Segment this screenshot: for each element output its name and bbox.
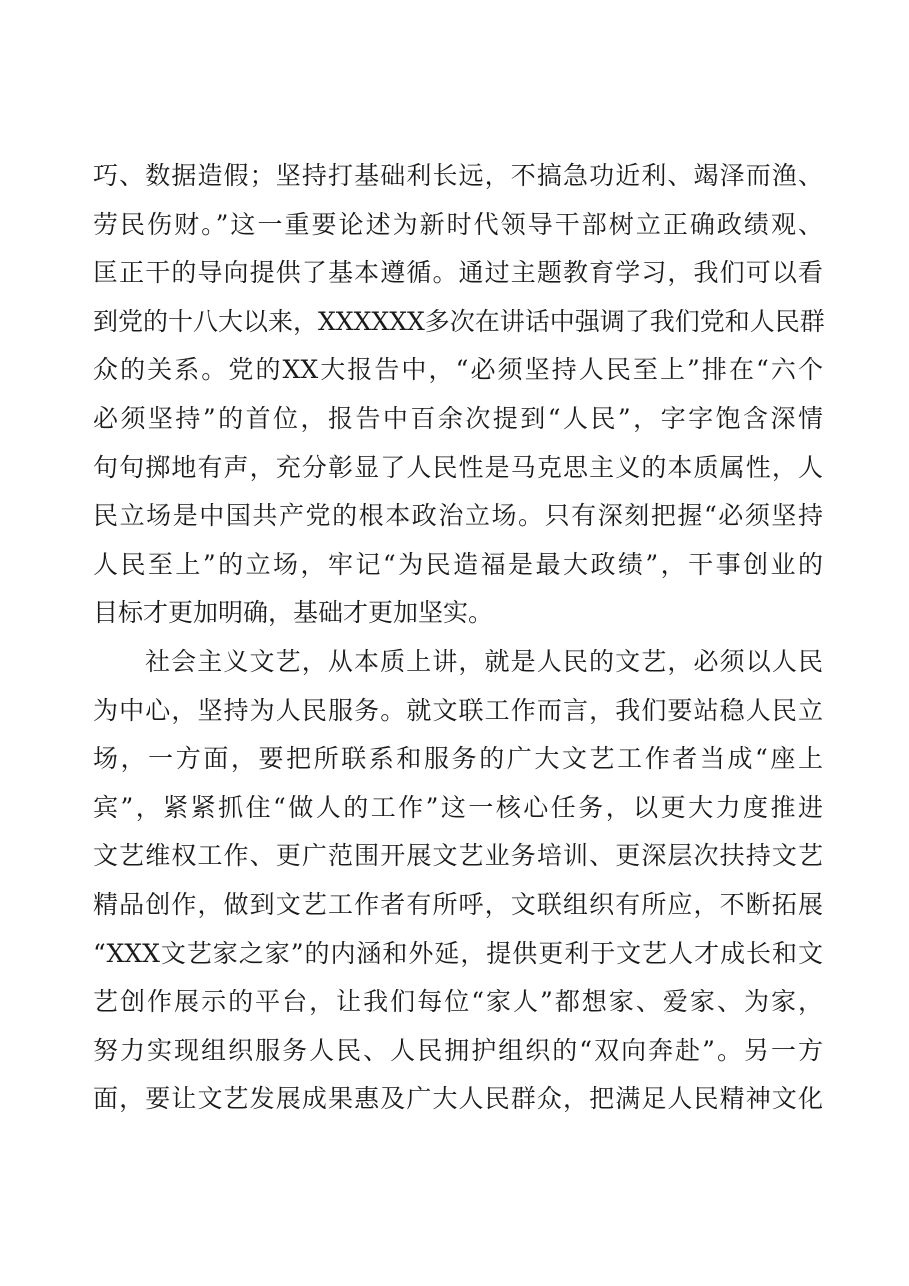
paragraph <box>93 638 823 1124</box>
text-line: 社会主义文艺，从本质上讲，就是人民的文艺，必须以人民 <box>145 646 823 676</box>
text-line: 目标才更加明确，基础才更加坚实。 <box>93 598 494 628</box>
text-line: 人民至上”的立场，牢记“为民造福是最大政绩”，干事创业的 <box>93 549 823 579</box>
text-line: 民立场是中国共产党的根本政治立场。只有深刻把握“必须坚持 <box>93 501 823 531</box>
text-line: 艺创作展示的平台，让我们每位“家人”都想家、爱家、为家， <box>93 987 823 1017</box>
text-line: 劳民伤财。”这一重要论述为新时代领导干部树立正确政绩观、 <box>93 209 823 239</box>
body-text <box>93 152 823 1124</box>
text-line: 为中心，坚持为人民服务。就文联工作而言，我们要站稳人民立 <box>93 695 823 725</box>
text-line: 句句掷地有声，充分彰显了人民性是马克思主义的本质属性，人 <box>93 452 823 482</box>
text-line: 必须坚持”的首位，报告中百余次提到“人民”，字字饱含深情 <box>93 403 823 433</box>
text-line: 众的关系。党的XX大报告中，“必须坚持人民至上”排在“六个 <box>93 355 823 385</box>
text-line: “XXX文艺家之家”的内涵和外延，提供更利于文艺人才成长和文 <box>93 938 823 968</box>
text-line: 精品创作，做到文艺工作者有所呼，文联组织有所应，不断拓展 <box>93 889 823 919</box>
text-line: 匡正干的导向提供了基本遵循。通过主题教育学习，我们可以看 <box>93 258 823 288</box>
text-line: 场，一方面，要把所联系和服务的广大文艺工作者当成“座上 <box>93 744 823 774</box>
text-line: 巧、数据造假；坚持打基础利长远，不搞急功近利、竭泽而渔、 <box>93 161 823 190</box>
text-line: 文艺维权工作、更广范围开展文艺业务培训、更深层次扶持文艺 <box>93 841 823 871</box>
text-line: 努力实现组织服务人民、人民拥护组织的“双向奔赴”。另一方 <box>93 1035 823 1065</box>
text-line: 面，要让文艺发展成果惠及广大人民群众，把满足人民精神文化 <box>93 1084 823 1114</box>
text-line: 宾”，紧紧抓住“做人的工作”这一核心任务，以更大力度推进 <box>93 792 823 822</box>
paragraph <box>93 152 823 638</box>
text-line: 到党的十八大以来，XXXXXX多次在讲话中强调了我们党和人民群 <box>93 306 825 336</box>
